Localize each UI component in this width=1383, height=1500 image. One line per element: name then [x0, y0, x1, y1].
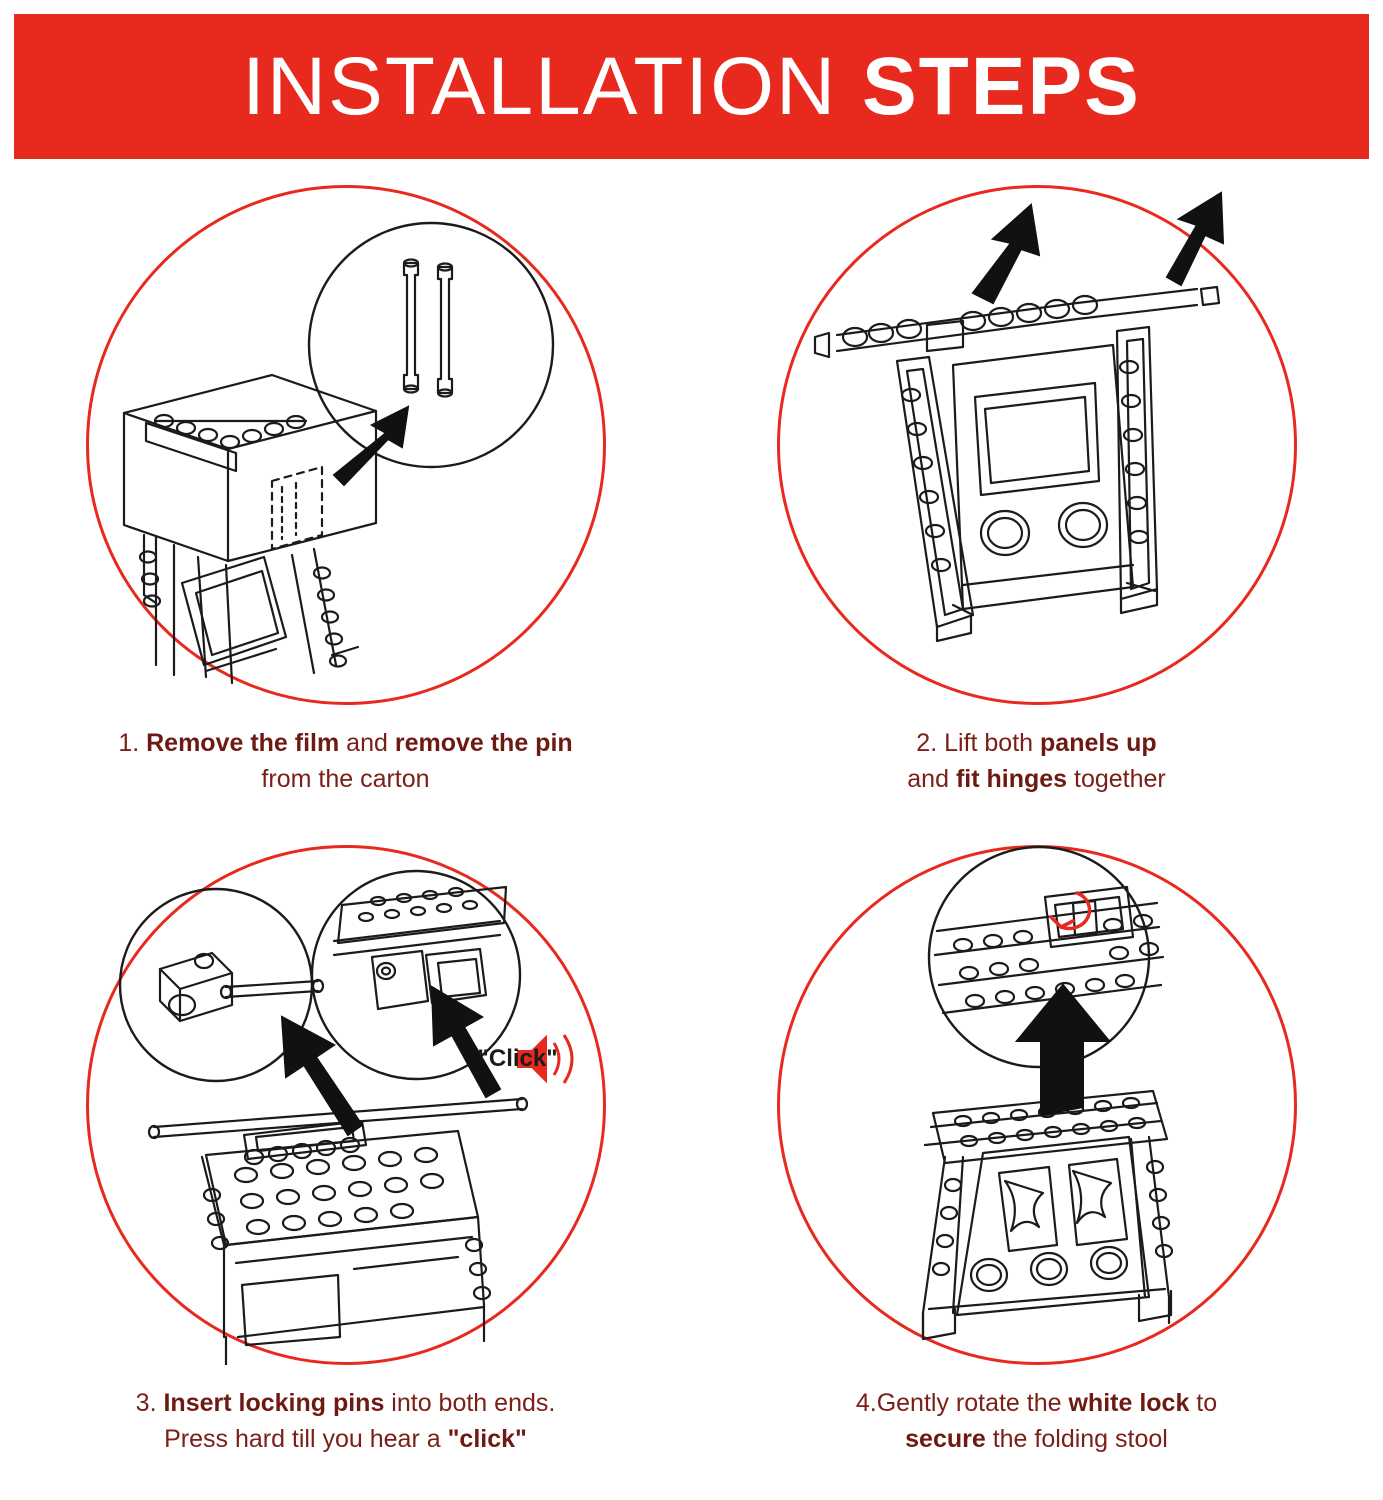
step-4-text-bold-2: secure [905, 1425, 986, 1454]
steps-grid [0, 175, 1383, 1495]
step-3-artwork [86, 845, 606, 1365]
step-4-text-1: Gently rotate the [876, 1389, 1069, 1417]
step-4-text-3: the folding stool [985, 1425, 1168, 1454]
page-title [242, 40, 1141, 132]
step-2-text-1: Lift both [944, 729, 1041, 757]
step-3-text-1: into both ends. [384, 1389, 556, 1417]
step-1-text-bold-1: Remove the film [146, 729, 340, 757]
step-3-text-bold-2: "click" [447, 1425, 527, 1454]
step-2-text-2: and [907, 765, 956, 794]
step-card-4 [691, 835, 1382, 1495]
step-card-1 [0, 175, 691, 835]
step-3-number: 3. [135, 1389, 157, 1417]
step-4-caption [711, 1385, 1362, 1458]
step-3-caption [20, 1385, 671, 1458]
step-1-text-bold-2: remove the pin [394, 729, 573, 757]
step-3-text-2: Press hard till you hear a [164, 1425, 448, 1454]
step-card-3 [0, 835, 691, 1495]
step-2-illustration [777, 185, 1297, 705]
arrow-up-right-icon [1167, 193, 1223, 285]
step-4-illustration [777, 845, 1297, 1365]
step-card-2 [691, 175, 1382, 835]
page-title-plain: INSTALLATION [242, 40, 862, 132]
step-2-text-bold-1: panels up [1040, 729, 1157, 757]
step-2-artwork [777, 185, 1297, 705]
step-1-artwork [86, 185, 606, 705]
step-2-number: 2. [916, 729, 938, 757]
step-1-text-line2: from the carton [261, 765, 430, 794]
step-4-text-2: to [1189, 1389, 1218, 1417]
arrow-up-lock-icon [1017, 985, 1109, 1115]
step-1-text-mid: and [339, 729, 395, 757]
step-2-text-3: together [1067, 765, 1166, 794]
step-3-illustration [86, 845, 606, 1365]
step-1-number: 1. [118, 729, 140, 757]
header-banner [14, 14, 1369, 159]
step-2-text-bold-2: fit hinges [955, 765, 1068, 794]
step-4-text-bold-1: white lock [1068, 1389, 1190, 1417]
step-4-artwork [777, 845, 1297, 1365]
page-title-bold: STEPS [861, 40, 1141, 132]
step-4-number: 4. [855, 1389, 877, 1417]
step-1-caption [20, 725, 671, 798]
step-3-text-bold-1: Insert locking pins [163, 1389, 385, 1417]
step-2-caption [711, 725, 1362, 798]
step-1-illustration [86, 185, 606, 705]
arrow-up-left-icon [973, 205, 1039, 303]
arrow-insert-right-icon [432, 987, 500, 1097]
click-label: "Click" [477, 1045, 558, 1072]
